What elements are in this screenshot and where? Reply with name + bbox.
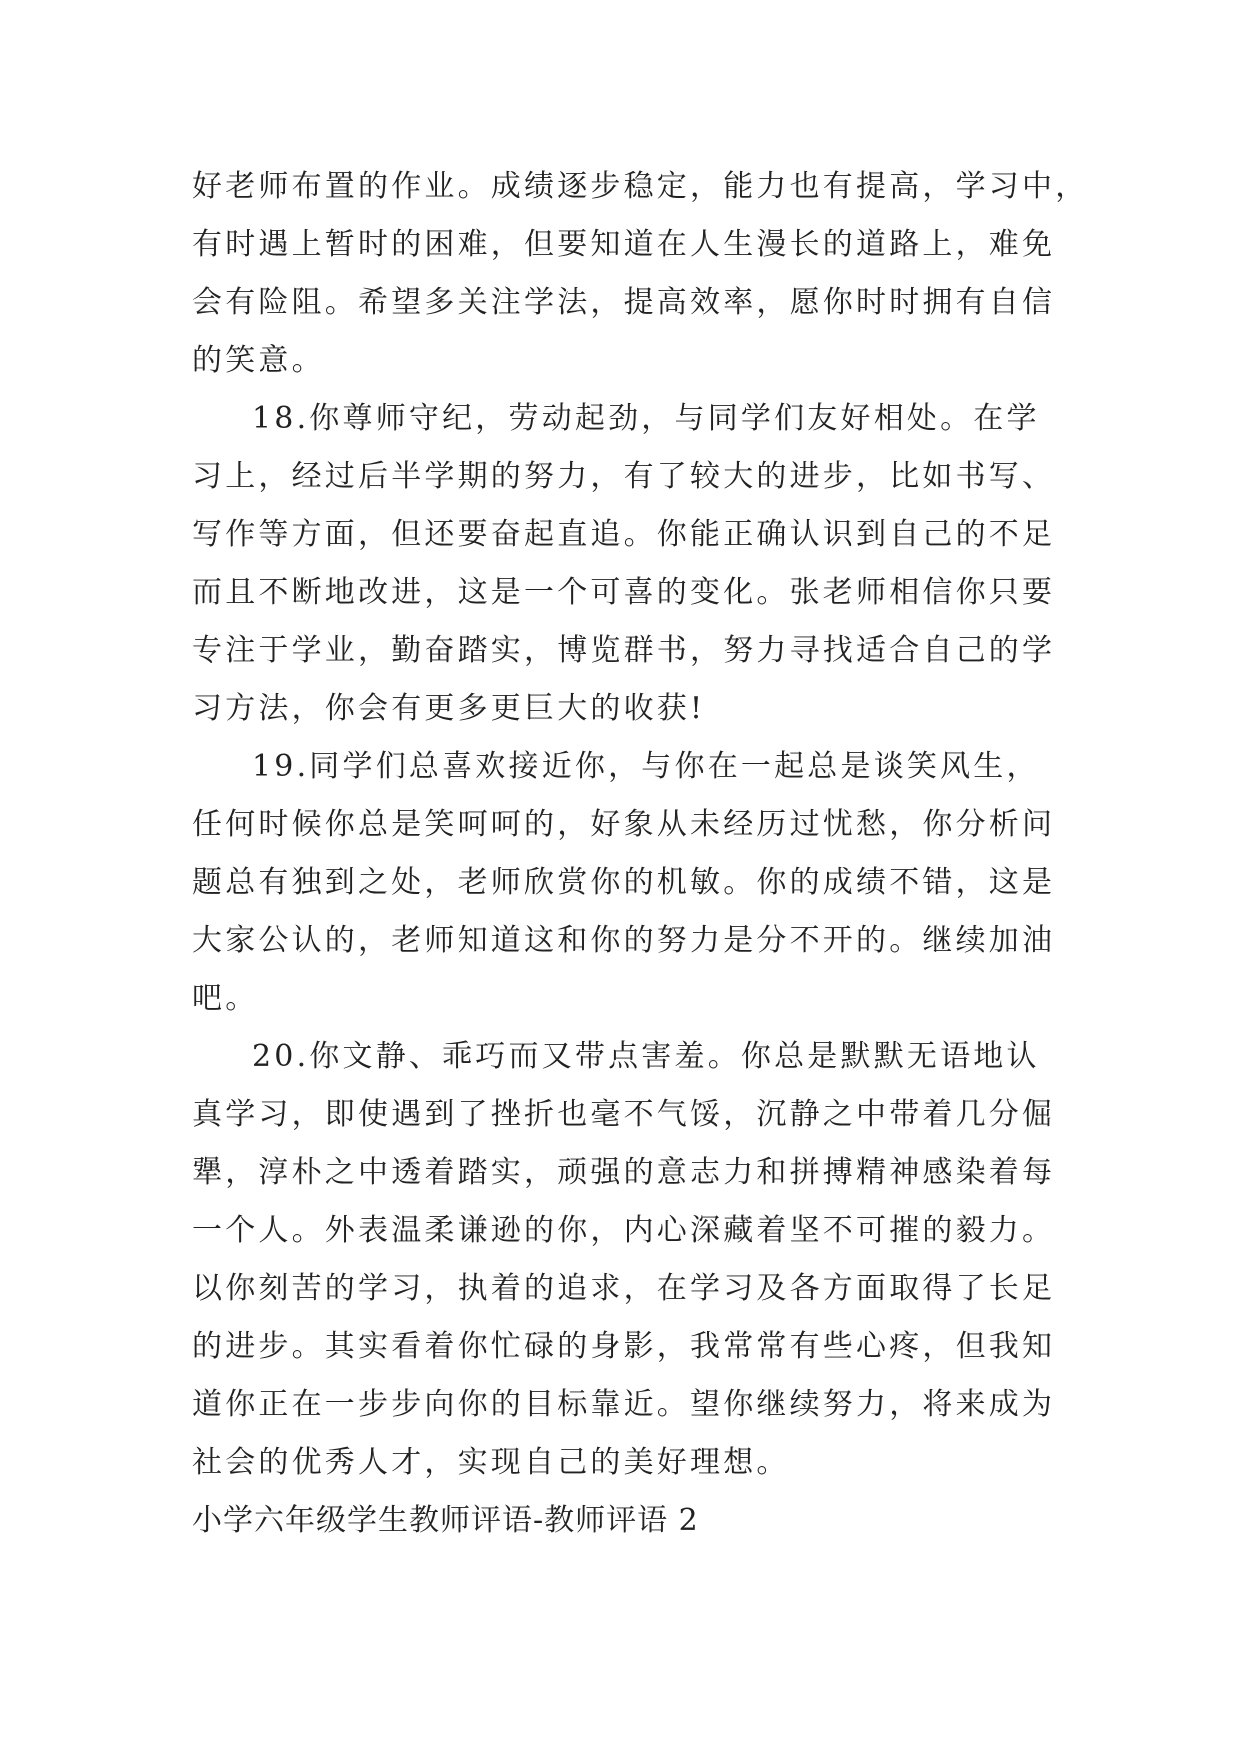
text-line: 习方法，你会有更多更巨大的收获! <box>192 691 706 726</box>
text-line: 的笑意。 <box>192 343 325 378</box>
text-line: 18.你尊师守纪，劳动起劲，与同学们友好相处。在学 <box>252 401 1040 436</box>
text-line: 吧。 <box>192 981 259 1016</box>
paragraph-19 <box>192 738 1058 1028</box>
text-line: 一个人。外表温柔谦逊的你，内心深藏着坚不可摧的毅力。 <box>192 1213 1056 1248</box>
text-line: 20.你文静、乖巧而又带点害羞。你总是默默无语地认 <box>252 1039 1040 1074</box>
text-line: 习上，经过后半学期的努力，有了较大的进步，比如书写、 <box>192 459 1056 494</box>
text-line: 19.同学们总喜欢接近你，与你在一起总是谈笑风生， <box>252 749 1040 784</box>
paragraph-18 <box>192 390 1058 738</box>
text-line: 有时遇上暂时的困难，但要知道在人生漫长的道路上，难免 <box>192 227 1056 262</box>
section-heading: 小学六年级学生教师评语-教师评语 2 <box>192 1503 699 1538</box>
text-line: 题总有独到之处，老师欣赏你的机敏。你的成绩不错，这是 <box>192 865 1056 900</box>
document-body <box>192 158 1089 1492</box>
text-line: 好老师布置的作业。成绩逐步稳定，能力也有提高，学习中， <box>192 169 1089 204</box>
text-line: 以你刻苦的学习，执着的追求，在学习及各方面取得了长足 <box>192 1271 1056 1306</box>
text-line: 大家公认的，老师知道这和你的努力是分不开的。继续加油 <box>192 923 1056 958</box>
text-line: 社会的优秀人才，实现自己的美好理想。 <box>192 1445 790 1480</box>
paragraph-continuation <box>192 158 1089 390</box>
text-line: 的进步。其实看着你忙碌的身影，我常常有些心疼，但我知 <box>192 1329 1056 1364</box>
text-line: 犟，淳朴之中透着踏实，顽强的意志力和拼搏精神感染着每 <box>192 1155 1056 1190</box>
paragraph-20 <box>192 1028 1058 1492</box>
document-page <box>192 158 1089 1550</box>
text-line: 会有险阻。希望多关注学法，提高效率，愿你时时拥有自信 <box>192 285 1056 320</box>
text-line: 专注于学业，勤奋踏实，博览群书，努力寻找适合自己的学 <box>192 633 1056 668</box>
text-line: 写作等方面，但还要奋起直追。你能正确认识到自己的不足 <box>192 517 1056 552</box>
text-line: 而且不断地改进，这是一个可喜的变化。张老师相信你只要 <box>192 575 1056 610</box>
text-line: 任何时候你总是笑呵呵的，好象从未经历过忧愁，你分析问 <box>192 807 1056 842</box>
text-line: 道你正在一步步向你的目标靠近。望你继续努力，将来成为 <box>192 1387 1056 1422</box>
text-line: 真学习，即使遇到了挫折也毫不气馁，沉静之中带着几分倔 <box>192 1097 1056 1132</box>
